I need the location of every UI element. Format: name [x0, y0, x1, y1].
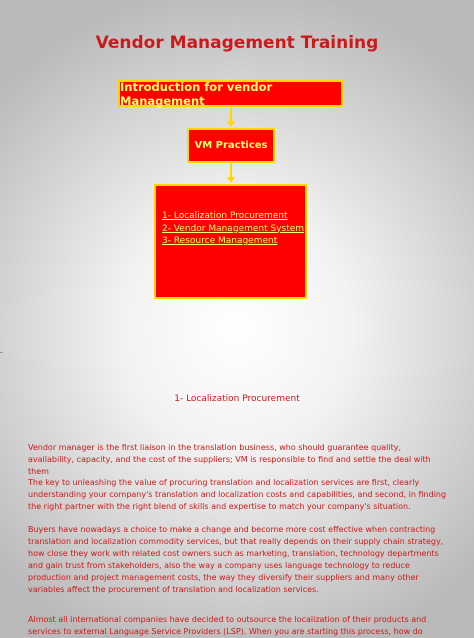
- connector-line-2: [230, 163, 232, 178]
- intro-box: Introduction for vendor Management: [118, 80, 343, 107]
- list-item-vendor-management-system[interactable]: 2- Vendor Management System: [162, 223, 305, 234]
- connector-arrow-1: [227, 121, 235, 127]
- section-heading: 1- Localization Procurement: [174, 394, 300, 404]
- paragraph-2: The key to unleashing the value of procuring translation and localization services are first, clearly understanding your company's translation and localization costs and capabilities, and second, in finding the right partner with the right blend of skills and expertise to match your company's situation.: [28, 478, 447, 511]
- slide-title: Vendor Management Training: [95, 33, 379, 53]
- paragraph-4: Almost all international companies have decided to outsource the localization of their products and services to external Language Service Providers (LSP). When you are starting this process, how do: [28, 615, 427, 636]
- page-divider: [0, 352, 3, 353]
- paragraph-1: Vendor manager is the first liaison in the translation business, who should guarantee quality, availability, capacity, and the cost of the suppliers; VM is responsible to find and settle the deal with them: [28, 443, 431, 476]
- list-item-resource-management[interactable]: 3- Resource Management: [162, 236, 278, 246]
- list-item-localization-procurement[interactable]: 1- Localization Procurement: [162, 211, 288, 221]
- vm-practices-box: VM Practices: [187, 128, 275, 163]
- paragraph-3: Buyers have nowadays a choice to make a change and become more cost effective when contracting translation and localization commodity services, but that really depends on their supply chain strategy, how close they work with related cost owners such as marketing, translation, technology departments and gain trust from stakeholders, also the way a company uses language technology to reduce production and project management costs, the way they diversify their suppliers and many other variables affect the procurement of translation and localization services.: [28, 525, 444, 594]
- connector-arrow-2: [227, 177, 235, 183]
- connector-line-1: [230, 107, 232, 122]
- practices-list-box: [154, 184, 307, 299]
